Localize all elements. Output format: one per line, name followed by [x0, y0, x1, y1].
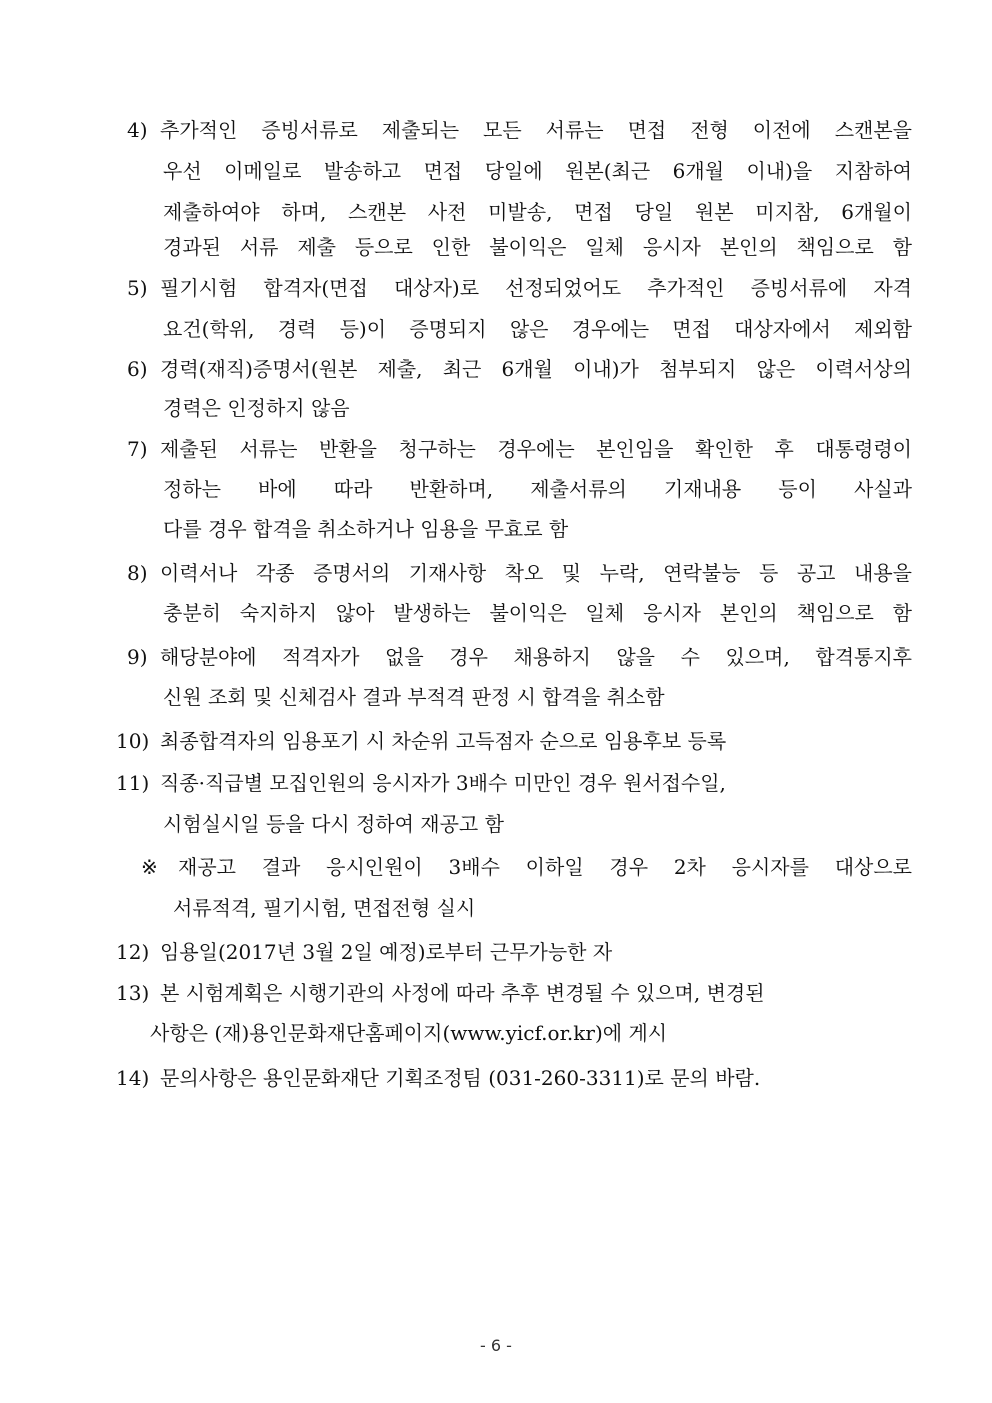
item-text-line: 경력은 인정하지 않음 — [163, 396, 350, 420]
item-text-line: 본 시험계획은 시행기관의 사정에 따라 추후 변경될 수 있으며, 변경된 — [160, 981, 765, 1005]
item-text-line: 시험실시일 등을 다시 정하여 재공고 함 — [163, 812, 504, 836]
item-number: 4) — [127, 118, 148, 142]
item-number: 12) — [116, 940, 150, 964]
item-text-line: 최종합격자의 임용포기 시 차순위 고득점자 순으로 임용후보 등록 — [160, 729, 727, 753]
item-text-line: 필기시험 합격자(면접 대상자)로 선정되었어도 추가적인 증빙서류에 자격 — [160, 276, 912, 300]
item-text-line: 경력(재직)증명서(원본 제출, 최근 6개월 이내)가 첨부되지 않은 이력서상의 — [160, 357, 912, 381]
item-text-line: 이력서나 각종 증명서의 기재사항 착오 및 누락, 연락불능 등 공고 내용을 — [160, 561, 912, 585]
item-text-line: 문의사항은 용인문화재단 기획조정팀 (031-260-3311)로 문의 바람. — [160, 1066, 761, 1090]
item-number: 10) — [116, 729, 150, 753]
item-text-line: 충분히 숙지하지 않아 발생하는 불이익은 일체 응시자 본인의 책임으로 함 — [163, 601, 912, 625]
item-number: 5) — [127, 276, 148, 300]
item-text-line: 정하는 바에 따라 반환하며, 제출서류의 기재내용 등이 사실과 — [163, 477, 912, 501]
item-text-line: 사항은 (재)용인문화재단홈페이지(www.yicf.or.kr)에 게시 — [150, 1021, 668, 1045]
item-text-line: 추가적인 증빙서류로 제출되는 모든 서류는 면접 전형 이전에 스캔본을 — [160, 118, 912, 142]
item-text-line: 직종·직급별 모집인원의 응시자가 3배수 미만인 경우 원서접수일, — [160, 771, 726, 795]
item-text-line: 제출하여야 하며, 스캔본 사전 미발송, 면접 당일 원본 미지참, 6개월이 — [163, 200, 912, 224]
item-text-line: 제출된 서류는 반환을 청구하는 경우에는 본인임을 확인한 후 대통령령이 — [160, 437, 912, 461]
item-text-line: 임용일(2017년 3월 2일 예정)로부터 근무가능한 자 — [160, 940, 613, 964]
item-text-line: 요건(학위, 경력 등)이 증명되지 않은 경우에는 면접 대상자에서 제외함 — [163, 317, 912, 341]
item-text-line: 우선 이메일로 발송하고 면접 당일에 원본(최근 6개월 이내)을 지참하여 — [163, 159, 912, 183]
item-text-line: 재공고 결과 응시인원이 3배수 이하일 경우 2차 응시자를 대상으로 — [178, 855, 912, 879]
item-text-line: 경과된 서류 제출 등으로 인한 불이익은 일체 응시자 본인의 책임으로 함 — [163, 235, 912, 259]
item-number: 11) — [116, 771, 150, 795]
item-number: 7) — [127, 437, 148, 461]
item-number: 9) — [127, 645, 148, 669]
item-text-line: 다를 경우 합격을 취소하거나 임용을 무효로 함 — [163, 517, 569, 541]
note-mark: ※ — [141, 855, 158, 879]
page-number: - 6 - — [480, 1336, 512, 1355]
item-number: 13) — [116, 981, 150, 1005]
item-number: 6) — [127, 357, 148, 381]
item-number: 8) — [127, 561, 148, 585]
item-number: 14) — [116, 1066, 150, 1090]
item-text-line: 서류적격, 필기시험, 면접전형 실시 — [173, 896, 476, 920]
item-text-line: 해당분야에 적격자가 없을 경우 채용하지 않을 수 있으며, 합격통지후 — [160, 645, 912, 669]
item-text-line: 신원 조회 및 신체검사 결과 부적격 판정 시 합격을 취소함 — [163, 685, 665, 709]
